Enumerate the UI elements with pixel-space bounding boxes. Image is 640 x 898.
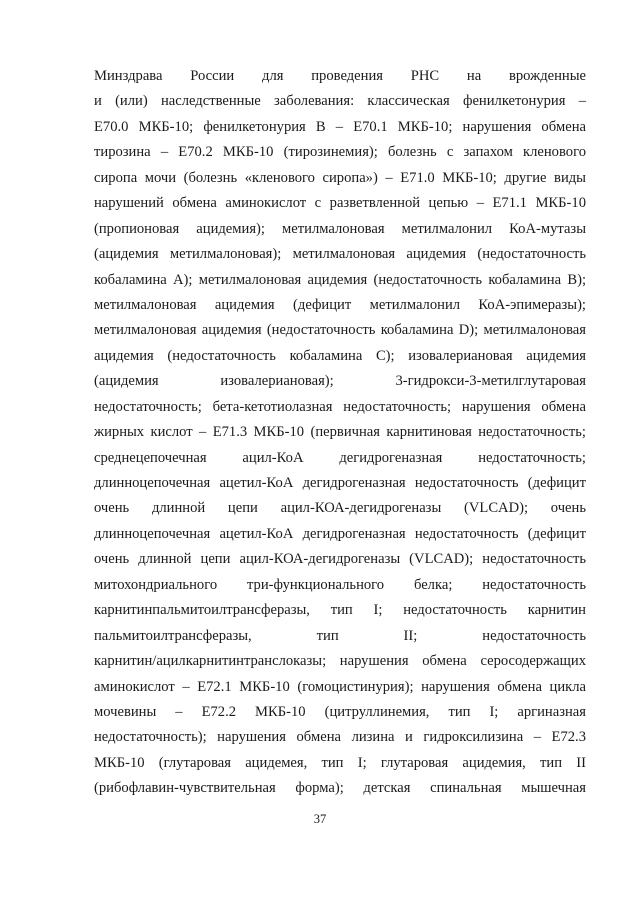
text-line-3: E70.0 МКБ-10; фенилкетонурия В – E70.1 МКБ-10; нарушения обмена — [94, 118, 586, 135]
text-line-14: недостаточность; бета-кетотиолазная недостаточность; нарушения обмена — [94, 398, 586, 415]
text-line-22: карнитинпальмитоилтрансферазы, тип I; недостаточность карнитин — [94, 602, 586, 619]
text-line-25: аминокислот – E72.1 МКБ-10 (гомоцистинурия); нарушения обмена цикла — [94, 678, 586, 695]
page-number: 37 — [313, 812, 327, 826]
text-line-10: метилмалоновая ацидемия (дефицит метилмалонил КоА-эпимеразы); — [94, 296, 586, 313]
text-line-6: нарушений обмена аминокислот с разветвленной цепью – E71.1 МКБ-10 — [94, 195, 586, 212]
text-line-17: длинноцепочечная ацетил-КоА дегидрогеназная недостаточность (дефицит — [94, 475, 586, 491]
text-line-1: Минздрава России для проведения РНС на врожденные — [94, 68, 586, 84]
text-line-23: пальмитоилтрансферазы, тип II; недостаточность — [94, 627, 586, 644]
text-line-11: метилмалоновая ацидемия (недостаточность кобаламина D); метилмалоновая — [94, 322, 586, 339]
body-text — [94, 64, 586, 802]
text-line-29: (рибофлавин-чувствительная форма); детская спинальная мышечная — [94, 780, 586, 797]
text-line-18: очень длинной цепи ацил-КОА-дегидрогеназы (VLCAD); очень — [94, 500, 586, 517]
text-line-26: мочевины – E72.2 МКБ-10 (цитруллинемия, тип I; аргиназная — [94, 703, 586, 720]
text-line-16: среднецепочечная ацил-КоА дегидрогеназная недостаточность; — [94, 449, 586, 466]
text-line-9: кобаламина А); метилмалоновая ацидемия (недостаточность кобаламина В); — [94, 271, 586, 288]
text-line-15: жирных кислот – E71.3 МКБ-10 (первичная карнитиновая недостаточность; — [94, 424, 586, 441]
text-line-28: МКБ-10 (глутаровая ацидемея, тип I; глутаровая ацидемия, тип II — [94, 754, 586, 771]
text-line-13: (ацидемия изовалериановая); 3-гидрокси-3-метилглутаровая — [94, 373, 586, 390]
text-line-5: сиропа мочи (болезнь «кленового сиропа») – E71.0 МКБ-10; другие виды — [94, 169, 586, 186]
text-line-21: митохондриального три-функционального белка; недостаточность — [94, 576, 586, 593]
text-line-7: (пропионовая ацидемия); метилмалоновая метилмалонил КоА-мутазы — [94, 220, 586, 237]
text-line-19: длинноцепочечная ацетил-КоА дегидрогеназная недостаточность (дефицит — [94, 525, 586, 542]
text-line-8: (ацидемия метилмалоновая); метилмалоновая ацидемия (недостаточность — [94, 246, 586, 263]
text-line-20: очень длинной цепи ацил-КОА-дегидрогеназы (VLCAD); недостаточность — [94, 551, 586, 568]
text-line-27: недостаточность); нарушения обмена лизина и гидроксилизина – E72.3 — [94, 729, 586, 746]
text-line-2: и (или) наследственные заболевания: классическая фенилкетонурия – — [94, 93, 586, 110]
text-line-4: тирозина – E70.2 МКБ-10 (тирозинемия); болезнь с запахом кленового — [94, 144, 586, 161]
text-line-12: ацидемия (недостаточность кобаламина С); изовалериановая ацидемия — [94, 347, 586, 364]
text-line-24: карнитин/ацилкарнитинтранслоказы; нарушения обмена серосодержащих — [94, 653, 586, 670]
